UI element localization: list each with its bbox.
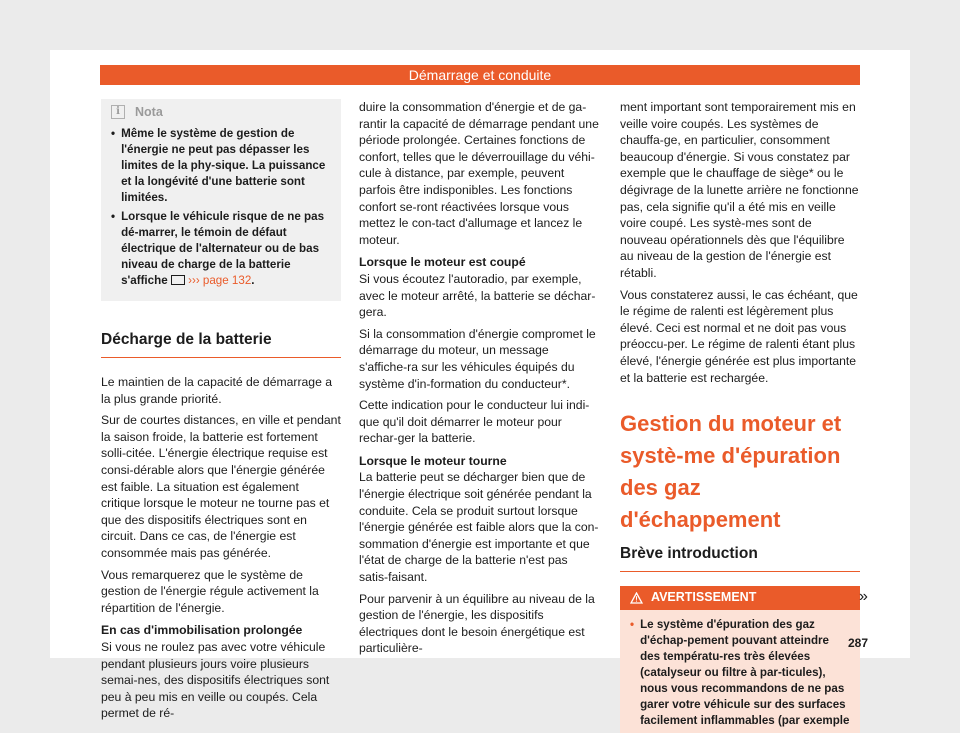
warning-triangle-icon xyxy=(630,592,643,604)
paragraph: Pour parvenir à un équilibre au niveau de la gestion de l'énergie, les dispositifs électriques dont le besoin énergétique est particulière- xyxy=(359,591,595,656)
section-title: Brève introduction xyxy=(620,546,860,572)
bullet-dot: • xyxy=(630,617,635,631)
note-bullet: • Lorsque le véhicule risque de ne pas dé-marrer, le témoin de défaut électrique de l'alternateur ou de bas niveau de charge de la batterie s'affiche ››› page 132. xyxy=(111,210,325,287)
paragraph: Si vous ne roulez pas avec votre véhicule pendant plusieurs jours voire plusieurs semai-nes, des dispositifs électriques sont peu à peu mis en veille ou coupés. Cela permet de ré- xyxy=(101,639,330,721)
subheading: En cas d'immobilisation prolongée xyxy=(101,623,303,638)
page-number: 287 xyxy=(847,636,868,650)
section-title: Décharge de la batterie xyxy=(101,331,341,358)
info-icon: i xyxy=(111,105,125,119)
chapter-title: Gestion du moteur et systè-me d'épuration des gaz d'échappement xyxy=(620,411,842,533)
paragraph: Vous remarquerez que le système de gestion de l'énergie régule activement la répartition de l'énergie. xyxy=(101,567,319,615)
subheading: Lorsque le moteur tourne xyxy=(359,453,507,468)
paragraph: Le maintien de la capacité de démarrage a la plus grande priorité. xyxy=(101,375,333,406)
note-box xyxy=(101,99,341,301)
paragraph: Si la consommation d'énergie compromet le démarrage du moteur, un message s'affiche-ra sur les véhicules équipés du système d'in-formation du conducteur*. xyxy=(359,326,596,391)
paragraph: Cette indication pour le conducteur lui indi-que qu'il doit démarrer le moteur pour rechar-ger la batterie. xyxy=(359,398,590,446)
bullet-dot: • xyxy=(111,210,116,223)
subheading: Lorsque le moteur est coupé xyxy=(359,255,526,270)
note-bullet: • Même le système de gestion de l'énergie ne peut pas dépasser les limites de la phy-sique. La puissance et la longévité d'une batterie sont limitées. xyxy=(111,127,326,204)
paragraph: Si vous écoutez l'autoradio, par exemple, avec le moteur arrêté, la batterie se déchar-gera. xyxy=(359,271,596,320)
paragraph: Vous constaterez aussi, le cas échéant, que le régime de ralenti est légèrement plus élevé. Ceci est normal et ne doit pas vous préoccu-per. Le régime de ralenti étant plus élevé, l'énergie générée est plus importante et la batterie est rechargée. xyxy=(620,287,858,385)
column-2 xyxy=(359,99,599,662)
paragraph: Sur de courtes distances, en ville et pendant la saison froide, la batterie est fortement solli-citée. L'énergie électrique requise est consi-dérable alors que l'énergie générée est faible. La situation est également critique lorsque le moteur ne tourne pas et que des dispositifs électriques sont en circuit. Dans ce cas, de l'énergie est consommée mais pas générée. xyxy=(101,413,341,560)
paragraph: ment important sont temporairement mis en veille voire coupés. Les systèmes de chauffa-ge, en particulier, consomment beaucoup d'énergie. Si vous constatez par exemple que le chauffage de siège* ou le dégivrage de la lunette arrière ne fonctionne pas, cela signifie qu'il a été mis en veille voire coupé. Les systè-mes sont de nouveau opérationnels dès que l'équilibre au niveau de la gestion de l'énergie est rétabli. xyxy=(620,100,859,280)
column-1 xyxy=(101,99,341,727)
warning-label: AVERTISSEMENT xyxy=(651,590,757,605)
book-icon xyxy=(171,275,185,285)
paragraph: duire la consommation d'énergie et de ga-rantir la capacité de démarrage pendant une période prolongée. Certaines fonctions de confort, telles que le déverrouillage du véhi-cule à distance, par exemple, peuvent parfois être indisponibles. Les fonctions confort se-ront réactivées lorsque vous mettez le con-tact d'allumage et lancez le moteur. xyxy=(359,100,599,247)
paragraph: La batterie peut se décharger bien que de l'énergie électrique soit générée pendant la conduite. Cela se produit surtout lorsque l'énergie générée est faible alors que la con-sommation d'énergie est importante et que l'état de charge de la batterie n'est pas satis-faisant. xyxy=(359,470,599,585)
warning-box xyxy=(620,586,860,733)
bullet-dot: • xyxy=(111,127,116,140)
continue-marker: » xyxy=(859,588,868,605)
note-label: Nota xyxy=(135,105,163,119)
running-header: Démarrage et conduite xyxy=(100,65,860,85)
column-3 xyxy=(620,99,860,733)
page-reference-link[interactable]: ››› page 132 xyxy=(188,274,252,287)
warning-text: Le système d'épuration des gaz d'échap-pement pouvant atteindre des températu-res très élevées (catalyseur ou filtre à par-ticules), nous vous recommandons de ne pas garer votre véhicule sur des surfaces facilement inflammables (par exemple xyxy=(640,617,850,727)
